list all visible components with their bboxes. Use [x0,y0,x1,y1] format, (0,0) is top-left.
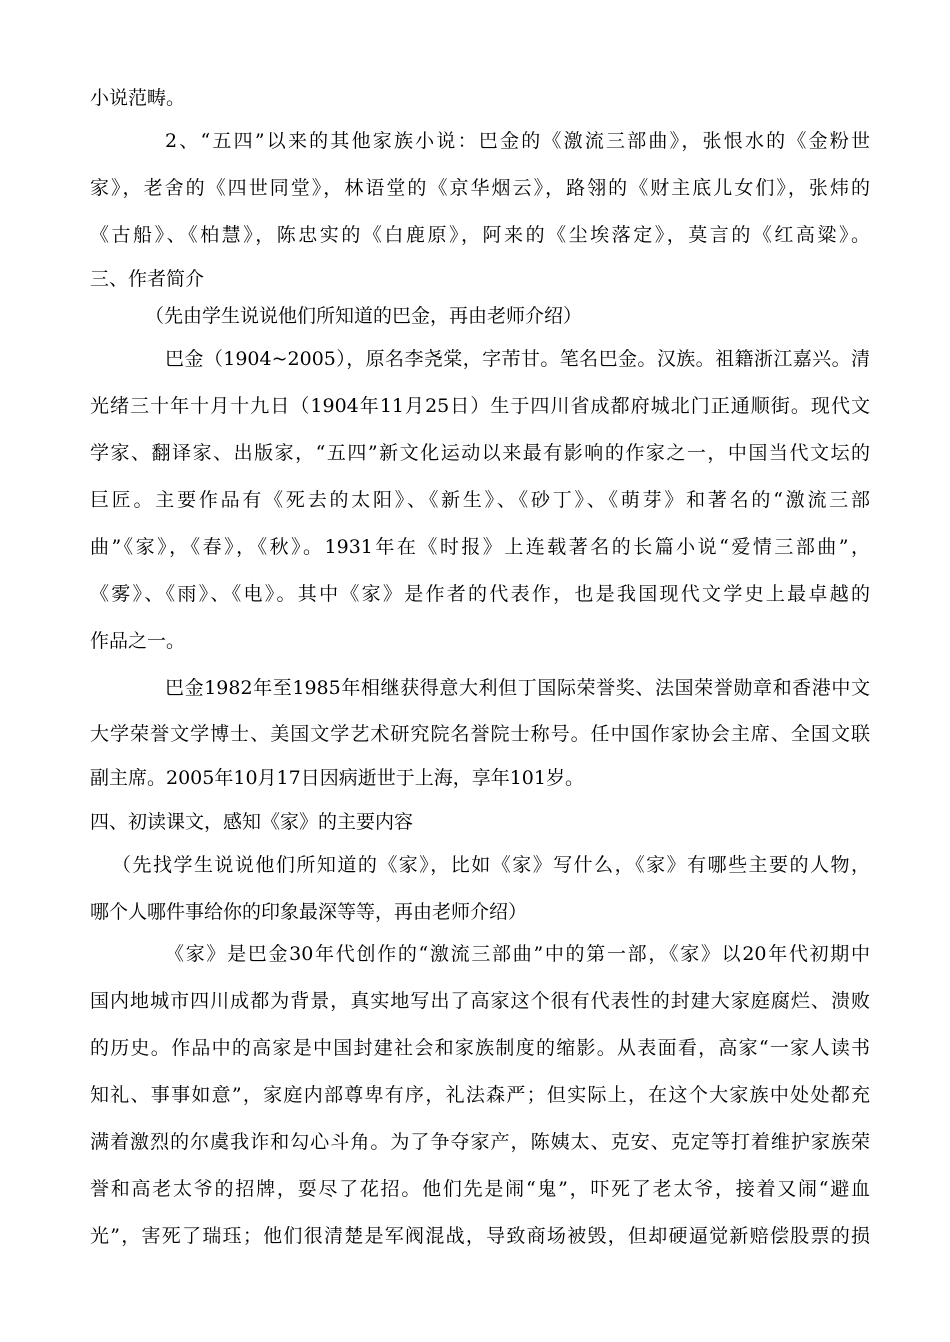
paragraph-line: 哪个人哪件事给你的印象最深等等，再由老师介绍） [90,901,528,923]
paragraph-line: 学家、翻译家、出版家，“五四”新文化运动以来最有影响的作家之一，中国当代文坛的 [90,442,870,464]
section-heading: 四、初读课文，感知《家》的主要内容 [90,811,414,833]
paragraph-line: 国内地城市四川成都为背景，真实地写出了高家这个很有代表性的封建大家庭腐烂、溃败 [90,990,870,1012]
section-heading: 三、作者简介 [90,268,205,290]
paragraph-line: 大学荣誉文学博士、美国文学艺术研究院名誉院士称号。任中国作家协会主席、全国文联 [90,723,870,745]
paragraph-line: 《雾》、《雨》、《电》。其中《家》是作者的代表作，也是我国现代文学史上最卓越的 [90,583,870,605]
paragraph-line: 家》，老舍的《四世同堂》，林语堂的《京华烟云》，路翎的《财主底儿女们》，张炜的 [90,177,870,199]
paragraph-line: 巨匠。主要作品有《死去的太阳》、《新生》、《砂丁》、《萌芽》和著名的“激流三部 [90,489,870,511]
paragraph-line: 作品之一。 [90,630,186,652]
paragraph-line: 巴金（1904~2005），原名李尧棠，字芾甘。笔名巴金。汉族。祖籍浙江嘉兴。清 [165,348,870,370]
paragraph-line: 誉和高老太爷的招牌，耍尽了花招。他们先是闹“鬼”，吓死了老太爷，接着又闹“避血 [90,1178,870,1200]
paragraph-line: 满着激烈的尔虞我诈和勾心斗角。为了争夺家产，陈姨太、克安、克定等打着维护家族荣 [90,1131,870,1153]
paragraph-line: （先找学生说说他们所知道的《家》，比如《家》写什么，《家》有哪些主要的人物， [112,854,870,876]
paragraph-line: 光绪三十年十月十九日（1904年11月25日）生于四川省成都府城北门正通顺街。现代文 [90,395,870,417]
paragraph-line: 知礼、事事如意”，家庭内部尊卑有序，礼法森严；但实际上，在这个大家族中处处都充 [90,1084,870,1106]
paragraph-line: 《古船》、《柏慧》，陈忠实的《白鹿原》，阿来的《尘埃落定》，莫言的《红高粱》。 [90,224,870,246]
paragraph-line: （先由学生说说他们所知道的巴金，再由老师介绍） [145,305,583,327]
paragraph-line: 《家》是巴金30年代创作的“激流三部曲”中的第一部，《家》以20年代初期中 [165,943,870,965]
paragraph-line: 巴金1982年至1985年相继获得意大利但丁国际荣誉奖、法国荣誉勋章和香港中文 [165,677,870,699]
paragraph-line: 的历史。作品中的高家是中国封建社会和家族制度的缩影。从表面看，高家“一家人读书 [90,1037,870,1059]
paragraph-line: 小说范畴。 [90,87,186,109]
paragraph-line: 光”，害死了瑞珏；他们很清楚是军阀混战，导致商场被毁，但却硬逼觉新赔偿股票的损 [90,1225,870,1247]
paragraph-line: 副主席。2005年10月17日因病逝世于上海，享年101岁。 [90,767,584,789]
paragraph-line: 2、“五四”以来的其他家族小说：巴金的《激流三部曲》，张恨水的《金粉世 [165,130,870,152]
paragraph-line: 曲”《家》，《春》，《秋》。1931年在《时报》上连载著名的长篇小说“爱情三部曲”， [90,536,870,558]
